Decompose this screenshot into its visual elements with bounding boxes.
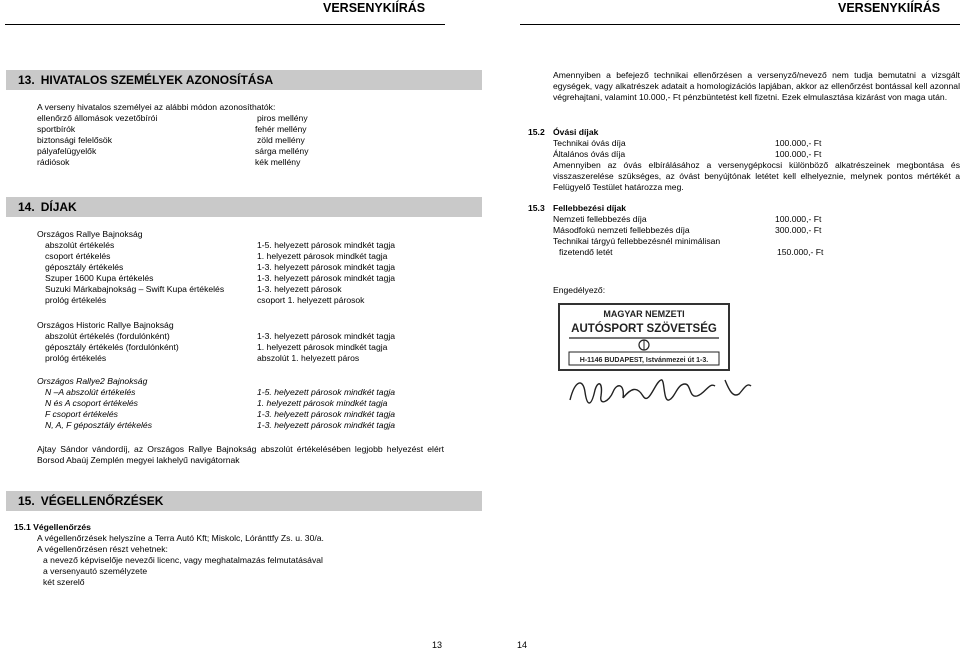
fee-row: Általános óvás díja 100.000,- Ft <box>553 149 822 159</box>
participant-item: két szerelő <box>43 577 85 587</box>
right-header-rule <box>520 24 960 25</box>
stamp-line-2: AUTÓSPORT SZÖVETSÉG <box>571 323 717 335</box>
participant-item: a versenyautó személyzete <box>43 566 148 576</box>
section-15-2 <box>528 127 960 193</box>
approver-label: Engedélyező: <box>553 285 606 295</box>
prize-row: N –A abszolút értékelés 1-5. helyezett párosok mindkét tagja <box>45 387 396 397</box>
right-page-number: 14 <box>517 640 528 650</box>
section-13-header: 13. HIVATALOS SZEMÉLYEK AZONOSÍTÁSA <box>6 70 482 90</box>
protest-deposit-paragraph: Amennyiben az óvás elbírálásához a versenygépkocsi különböző alkatrészeinek megbontása és visszaszerelése szükséges, az óvást benyújtónak letétet kell elhelyeznie, melynek pontos mértékét a Felügyelő Testület határozza meg. <box>553 160 960 192</box>
prize-row: prológ értékelés abszolút 1. helyezett páros <box>45 353 360 363</box>
prize-row: csoport értékelés 1. helyezett párosok mindkét tagja <box>45 251 388 261</box>
final-check-location: A végellenőrzések helyszíne a Terra Autó Kft; Miskolc, Lóránttfy Zs. u. 30/a. <box>37 533 324 543</box>
prize-row: Suzuki Márkabajnokság – Swift Kupa értékelés 1-3. helyezett párosok <box>45 284 342 294</box>
left-header-title: VERSENYKIÍRÁS <box>323 1 426 15</box>
stamp-line-1: MAGYAR NEMZETI <box>603 309 685 319</box>
subsection-title: 15.1 Végellenőrzés <box>14 522 91 532</box>
prize-group-historic <box>37 320 457 364</box>
vest-row: sportbírók fehér mellény <box>37 124 307 134</box>
vest-row: pályafelügyelők sárga mellény <box>37 146 309 156</box>
group-title: Országos Historic Rallye Bajnokság <box>37 320 174 330</box>
prize-row: N, A, F géposztály értékelés 1-3. helyezett párosok mindkét tagja <box>45 420 396 430</box>
stamp-line-3: H-1146 BUDAPEST, Istvánmezei út 1-3. <box>579 357 709 364</box>
subsection-title: 15.3 Fellebbezési díjak <box>528 203 627 213</box>
fee-row: Másodfokú nemzeti fellebbezés díja 300.000,- Ft <box>553 225 822 235</box>
fee-row: fizetendő letét 150.000,- Ft <box>559 247 824 257</box>
section-15-3 <box>528 203 960 258</box>
prize-row: géposztály értékelés (fordulónként) 1. helyezett párosok mindkét tagja <box>45 342 388 352</box>
vest-row: rádiósok kék mellény <box>37 157 301 167</box>
prize-row: Szuper 1600 Kupa értékelés 1-3. helyezett párosok mindkét tagja <box>45 273 396 283</box>
fee-row: Nemzeti fellebbezés díja 100.000,- Ft <box>553 214 822 224</box>
prize-row: abszolút értékelés (fordulónként) 1-3. helyezett párosok mindkét tagja <box>45 331 396 341</box>
prize-row: N és A csoport értékelés 1. helyezett párosok mindkét tagja <box>45 398 388 408</box>
left-header-rule <box>5 24 445 25</box>
subsection-title: 15.2 Óvási díjak <box>528 127 599 137</box>
group-title: Országos Rallye2 Bajnokság <box>37 376 148 386</box>
prize-group-rallye2 <box>37 376 457 431</box>
technical-check-paragraph: Amennyiben a befejező technikai ellenőrzésen a versenyző/nevező nem tudja bemutatni a vizsgált egységek, vagy alkatrészek adatait a homologizációs lapjában, akkor az ellenőrzést bontással kell azonnal végrehajtani, valamint 10.000,- Ft pénzbüntetést kell fizetni. Ezek elmulasztása kizárást von maga után. <box>553 70 960 102</box>
vest-row: ellenőrző állomások vezetőbírói piros mellény <box>37 113 308 123</box>
prize-row: géposztály értékelés 1-3. helyezett párosok mindkét tagja <box>45 262 396 272</box>
group-title: Országos Rallye Bajnokság <box>37 229 143 239</box>
vest-row: biztonsági felelősök zöld mellény <box>37 135 305 145</box>
section-15-1 <box>14 522 444 588</box>
prize-row: F csoport értékelés 1-3. helyezett párosok mindkét tagja <box>45 409 396 419</box>
section-15-header: 15. VÉGELLENŐRZÉSEK <box>6 491 482 511</box>
fee-row: Technikai óvás díja 100.000,- Ft <box>553 138 822 148</box>
tech-appeal-line: Technikai tárgyú fellebbezésnél minimálisan <box>553 236 721 246</box>
vandordij-paragraph: Ajtay Sándor vándordíj, az Országos Rallye Bajnokság abszolút értékelésében legjobb helyezést elért Borsod Abaúj Zemplén megyei lakhelyű navigátornak <box>37 444 444 465</box>
left-page-number: 13 <box>432 640 443 650</box>
participant-item: a nevező képviselője nevezői licenc, vagy meghatalmazás felmutatásával <box>43 555 323 565</box>
right-header-title: VERSENYKIÍRÁS <box>838 1 941 15</box>
section-13-intro: A verseny hivatalos személyei az alábbi módon azonosíthatók: <box>37 102 276 112</box>
section-14-header: 14. DÍJAK <box>6 197 482 217</box>
prize-group-rallye <box>37 229 457 306</box>
association-stamp <box>555 300 735 375</box>
prize-row: prológ értékelés csoport 1. helyezett párosok <box>45 295 365 305</box>
official-vests-list <box>37 113 337 168</box>
prize-row: abszolút értékelés 1-5. helyezett párosok mindkét tagja <box>45 240 396 250</box>
final-check-participants: A végellenőrzésen részt vehetnek: <box>37 544 168 554</box>
handwritten-signature <box>565 372 755 412</box>
